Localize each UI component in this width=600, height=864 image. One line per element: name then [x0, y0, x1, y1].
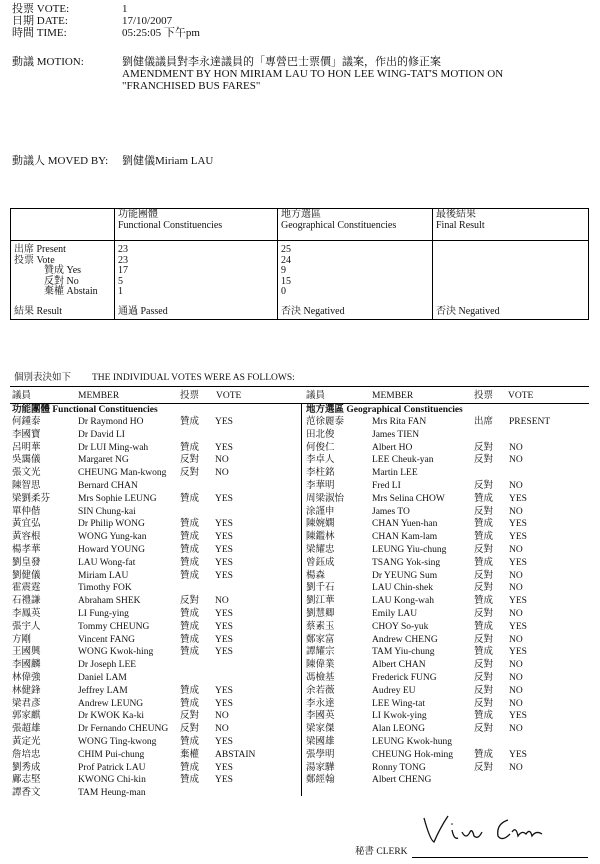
member-vote-en: YES [215, 532, 233, 543]
member-vote-zh: 反對 [474, 673, 494, 683]
member-name-en: CHEUNG Hok-ming [372, 749, 454, 760]
gc-header-zh: 地方選區 [281, 209, 321, 220]
row-no-fc: 5 [118, 275, 123, 287]
member-name-zh: 方剛 [12, 634, 32, 645]
member-vote-en: NO [215, 724, 229, 735]
member-vote-en: NO [509, 762, 523, 773]
member-vote-en: NO [509, 673, 523, 683]
member-name-zh: 林健鋒 [12, 685, 41, 696]
member-name-zh: 鄭經翰 [306, 775, 335, 786]
member-name-zh: 王國興 [12, 647, 41, 658]
member-name-zh: 田北俊 [306, 429, 335, 440]
member-vote-zh: 反對 [180, 711, 200, 722]
member-name-zh: 呂明華 [12, 442, 41, 453]
member-vote-en: YES [215, 609, 233, 619]
member-vote-zh: 贊成 [474, 532, 494, 543]
member-name-zh: 霍震霆 [12, 583, 41, 594]
member-vote-zh: 贊成 [474, 621, 494, 632]
member-vote-en: NO [509, 455, 523, 466]
summary-table [10, 208, 589, 320]
member-vote-zh: 反對 [474, 634, 494, 645]
member-vote-en: NO [509, 685, 523, 696]
row-present-label: 出席 Present [14, 244, 66, 255]
member-name-en: Bernard CHAN [78, 481, 138, 491]
member-name-zh: 陳婉嫻 [306, 519, 335, 530]
member-name-en: Mrs Rita FAN [372, 417, 427, 427]
member-vote-en: NO [509, 545, 523, 555]
member-name-zh: 馮檢基 [306, 673, 335, 683]
member-name-en: Miriam LAU [78, 570, 129, 581]
member-name-zh: 林偉強 [12, 673, 41, 683]
member-vote-zh: 反對 [474, 442, 494, 453]
member-name-zh: 詹培忠 [12, 749, 41, 760]
member-name-en: LEE Cheuk-yan [372, 455, 434, 466]
row-result-gc: 否決 Negatived [281, 306, 345, 317]
member-vote-zh: 贊成 [180, 532, 200, 543]
member-vote-zh: 反對 [474, 455, 494, 466]
member-vote-en: NO [509, 583, 523, 594]
individual-heading-en: THE INDIVIDUAL VOTES WERE AS FOLLOWS: [92, 373, 295, 383]
member-name-en: LI Fung-ying [78, 609, 129, 619]
clerk-signature [418, 810, 558, 850]
member-name-zh: 劉健儀 [12, 570, 41, 581]
member-name-en: Dr KWOK Ka-ki [78, 711, 144, 722]
row-result-final: 否決 Negatived [436, 306, 500, 317]
member-vote-en: YES [509, 493, 527, 504]
member-name-en: Margaret NG [78, 455, 129, 466]
row-vote-label: 投票 Vote [14, 254, 55, 266]
member-vote-en: YES [215, 698, 233, 709]
member-name-en: Daniel LAM [78, 673, 127, 683]
member-name-zh: 涂謹申 [306, 506, 335, 517]
member-name-en: Emily LAU [372, 609, 418, 619]
member-vote-en: YES [215, 634, 233, 645]
moved-by-value: 劉健儀Miriam LAU [122, 155, 214, 167]
motion-english-line1: AMENDMENT BY HON MIRIAM LAU TO HON LEE WING-TAT'S MOTION ON [122, 68, 504, 80]
member-name-zh: 李國麟 [12, 660, 41, 671]
member-name-zh: 蔡素玉 [306, 621, 335, 632]
member-name-zh: 陳智思 [12, 481, 41, 491]
member-name-en: CHAN Yuen-han [372, 519, 438, 530]
member-vote-en: YES [215, 557, 233, 568]
final-header-zh: 最後結果 [436, 209, 476, 220]
member-name-en: Frederick FUNG [372, 673, 437, 683]
member-name-en: LEUNG Yiu-chung [372, 545, 447, 555]
member-name-en: Dr LUI Ming-wah [78, 442, 149, 453]
member-vote-zh: 贊成 [180, 557, 200, 568]
member-name-zh: 李國寶 [12, 429, 41, 440]
member-vote-zh: 贊成 [180, 647, 200, 658]
member-name-en: TSANG Yok-sing [372, 557, 441, 568]
member-name-zh: 湯家驊 [306, 762, 335, 773]
member-name-en: Prof Patrick LAU [78, 762, 146, 773]
member-name-zh: 梁國雄 [306, 737, 335, 747]
member-name-zh: 劉慧卿 [306, 609, 335, 619]
member-name-en: Ronny TONG [372, 762, 426, 773]
member-name-zh: 何俊仁 [306, 442, 335, 453]
member-vote-en: NO [509, 634, 523, 645]
member-vote-zh: 贊成 [180, 762, 200, 773]
member-vote-en: YES [215, 685, 233, 696]
date-label: 日期 DATE: [12, 15, 68, 27]
gc-section-heading: 地方選區 Geographical Constituencies [306, 405, 463, 415]
row-no-label: 反對 No [44, 275, 79, 287]
member-vote-en: NO [509, 481, 523, 491]
member-vote-zh: 反對 [180, 468, 200, 479]
row-present-fc: 23 [118, 244, 128, 255]
member-vote-zh: 反對 [180, 724, 200, 735]
member-vote-en: NO [509, 570, 523, 581]
member-name-en: KWONG Chi-kin [78, 775, 146, 786]
row-abstain-label: 棄權 Abstain [44, 286, 98, 297]
member-name-en: Dr YEUNG Sum [372, 570, 438, 581]
member-name-zh: 梁家傑 [306, 724, 335, 735]
member-name-en: Albert CHAN [372, 660, 426, 671]
member-name-zh: 李柱銘 [306, 468, 335, 479]
row-result-fc: 通過 Passed [118, 306, 168, 317]
fc-col-vote-en: VOTE [216, 391, 242, 401]
member-name-en: TAM Yiu-chung [372, 647, 435, 658]
member-name-en: WONG Kwok-hing [78, 647, 154, 658]
date-value: 17/10/2007 [122, 15, 173, 27]
member-name-en: Dr Philip WONG [78, 519, 145, 530]
gc-col-vote-en: VOTE [508, 391, 534, 401]
motion-english-line2: "FRANCHISED BUS FARES" [122, 80, 261, 92]
final-header-en: Final Result [436, 220, 485, 231]
member-vote-zh: 反對 [474, 609, 494, 619]
member-name-en: Jeffrey LAM [78, 685, 128, 696]
member-vote-en: NO [509, 698, 523, 709]
member-name-en: Mrs Sophie LEUNG [78, 493, 157, 504]
member-name-zh: 周梁淑怡 [306, 493, 345, 504]
member-name-zh: 張宇人 [12, 621, 41, 632]
member-vote-zh: 反對 [474, 545, 494, 555]
member-name-zh: 鄺志堅 [12, 775, 41, 786]
member-name-zh: 譚香文 [12, 788, 41, 799]
member-name-en: CHAN Kam-lam [372, 532, 438, 543]
member-vote-zh: 贊成 [180, 609, 200, 619]
member-name-zh: 黃容根 [12, 532, 41, 543]
motion-label: 動議 MOTION: [12, 56, 84, 68]
member-name-zh: 劉皇發 [12, 557, 41, 568]
member-vote-en: NO [509, 609, 523, 619]
member-name-en: SIN Chung-kai [78, 506, 136, 517]
clerk-label: 秘書 CLERK [355, 847, 408, 857]
fc-header-en: Functional Constituencies [118, 220, 223, 231]
member-vote-zh: 反對 [474, 570, 494, 581]
row-yes-label: 贊成 Yes [44, 265, 82, 276]
member-vote-en: YES [509, 711, 527, 722]
member-name-zh: 劉秀成 [12, 762, 41, 773]
member-name-zh: 張超雄 [12, 724, 41, 735]
member-vote-zh: 反對 [474, 583, 494, 594]
member-vote-en: NO [509, 506, 523, 517]
member-name-zh: 黃定光 [12, 737, 41, 747]
member-name-zh: 吳靄儀 [12, 455, 41, 466]
vote-number-value: 1 [122, 3, 128, 15]
member-name-en: CHEUNG Man-kwong [78, 468, 167, 479]
member-vote-zh: 贊成 [474, 749, 494, 760]
time-value: 05:25:05 下午pm [122, 27, 200, 39]
member-vote-zh: 贊成 [180, 493, 200, 504]
member-vote-zh: 贊成 [180, 442, 200, 453]
fc-col-member-zh: 議員 [12, 391, 32, 401]
fc-header-zh: 功能團體 [118, 209, 158, 220]
gc-col-member-en: MEMBER [372, 391, 414, 401]
member-vote-zh: 贊成 [180, 737, 200, 747]
member-vote-zh: 贊成 [180, 698, 200, 709]
member-vote-en: YES [509, 596, 527, 607]
member-name-zh: 陳鑑林 [306, 532, 335, 543]
member-name-zh: 石禮謙 [12, 596, 41, 607]
row-no-gc: 15 [281, 275, 291, 287]
member-name-zh: 張學明 [306, 749, 335, 760]
member-vote-en: NO [215, 455, 229, 466]
member-vote-zh: 反對 [474, 481, 494, 491]
member-vote-zh: 贊成 [180, 634, 200, 645]
row-abstain-fc: 1 [118, 286, 123, 297]
member-vote-zh: 反對 [474, 685, 494, 696]
member-name-zh: 李鳳英 [12, 609, 41, 619]
member-vote-en: YES [215, 417, 233, 427]
member-name-en: Fred LI [372, 481, 401, 491]
member-name-en: Albert CHENG [372, 775, 432, 786]
member-vote-en: YES [215, 737, 233, 747]
member-vote-zh: 贊成 [474, 647, 494, 658]
member-name-en: Dr Fernando CHEUNG [78, 724, 169, 735]
member-vote-zh: 出席 [474, 417, 494, 427]
member-name-zh: 單仲偕 [12, 506, 41, 517]
member-name-zh: 郭家麒 [12, 711, 41, 722]
member-vote-en: YES [215, 570, 233, 581]
member-vote-en: ABSTAIN [215, 749, 256, 760]
member-vote-zh: 贊成 [180, 545, 200, 555]
gc-col-vote-zh: 投票 [474, 391, 494, 401]
member-vote-en: YES [215, 493, 233, 504]
row-vote-gc: 24 [281, 254, 291, 266]
member-vote-zh: 反對 [474, 762, 494, 773]
member-vote-en: YES [509, 647, 527, 658]
member-vote-en: YES [509, 749, 527, 760]
member-name-en: Mrs Selina CHOW [372, 493, 445, 504]
vote-number-label: 投票 VOTE: [12, 3, 70, 15]
member-vote-en: YES [215, 621, 233, 632]
member-name-en: Timothy FOK [78, 583, 132, 594]
member-name-zh: 李華明 [306, 481, 335, 491]
member-name-en: WONG Ting-kwong [78, 737, 157, 747]
member-name-zh: 陳偉業 [306, 660, 335, 671]
member-name-zh: 何鍾泰 [12, 417, 41, 427]
member-name-zh: 梁劉柔芬 [12, 493, 51, 504]
member-vote-en: NO [215, 711, 229, 722]
member-vote-zh: 棄權 [180, 749, 200, 760]
row-yes-gc: 9 [281, 265, 286, 276]
member-vote-en: YES [215, 442, 233, 453]
member-name-zh: 梁耀忠 [306, 545, 335, 555]
member-name-en: James TO [372, 506, 410, 517]
row-vote-fc: 23 [118, 254, 128, 266]
member-vote-en: YES [509, 519, 527, 530]
member-name-zh: 梁君彥 [12, 698, 41, 709]
member-name-en: Dr Joseph LEE [78, 660, 137, 671]
member-vote-en: YES [509, 532, 527, 543]
row-present-gc: 25 [281, 244, 291, 255]
member-name-zh: 劉江華 [306, 596, 335, 607]
member-name-zh: 范徐麗泰 [306, 417, 345, 427]
member-name-en: Andrew CHENG [372, 634, 438, 645]
member-vote-zh: 贊成 [180, 775, 200, 786]
member-vote-en: PRESENT [509, 417, 551, 427]
member-name-en: Martin LEE [372, 468, 418, 479]
time-label: 時間 TIME: [12, 27, 67, 39]
member-name-en: Alan LEONG [372, 724, 426, 735]
member-name-en: LEUNG Kwok-hung [372, 737, 452, 747]
gc-col-member-zh: 議員 [306, 391, 326, 401]
member-name-zh: 鄭家富 [306, 634, 335, 645]
member-vote-zh: 反對 [474, 660, 494, 671]
member-vote-zh: 贊成 [474, 493, 494, 504]
member-name-zh: 余若薇 [306, 685, 335, 696]
member-name-zh: 譚耀宗 [306, 647, 335, 658]
member-name-zh: 劉千石 [306, 583, 335, 594]
member-name-zh: 李國英 [306, 711, 335, 722]
member-vote-zh: 贊成 [180, 685, 200, 696]
member-name-zh: 張文光 [12, 468, 41, 479]
member-vote-zh: 贊成 [180, 417, 200, 427]
member-vote-zh: 反對 [474, 506, 494, 517]
member-name-en: Albert HO [372, 442, 413, 453]
member-vote-zh: 贊成 [180, 570, 200, 581]
member-vote-en: NO [215, 468, 229, 479]
member-name-en: LEE Wing-tat [372, 698, 425, 709]
member-vote-en: YES [509, 621, 527, 632]
member-vote-zh: 贊成 [474, 557, 494, 568]
member-name-en: Tommy CHEUNG [78, 621, 150, 632]
member-vote-zh: 贊成 [180, 621, 200, 632]
member-name-zh: 楊孝華 [12, 545, 41, 555]
row-result-label: 結果 Result [14, 306, 63, 317]
member-name-zh: 楊森 [306, 570, 326, 581]
member-vote-en: YES [215, 519, 233, 530]
member-name-zh: 李永達 [306, 698, 335, 709]
member-vote-en: YES [509, 557, 527, 568]
row-yes-fc: 17 [118, 265, 128, 276]
member-name-en: Vincent FANG [78, 634, 136, 645]
member-vote-zh: 反對 [180, 455, 200, 466]
member-name-en: WONG Yung-kan [78, 532, 147, 543]
member-vote-zh: 反對 [474, 698, 494, 709]
member-vote-en: YES [215, 647, 233, 658]
member-name-en: CHOY So-yuk [372, 621, 429, 632]
row-abstain-gc: 0 [281, 286, 286, 297]
individual-heading-zh: 個別表決如下 [14, 373, 72, 383]
member-vote-zh: 贊成 [474, 596, 494, 607]
member-name-en: CHIM Pui-chung [78, 749, 145, 760]
member-name-en: Dr Raymond HO [78, 417, 144, 427]
member-name-en: LI Kwok-ying [372, 711, 427, 722]
member-vote-zh: 贊成 [474, 519, 494, 530]
member-name-zh: 李卓人 [306, 455, 335, 466]
member-vote-en: YES [215, 545, 233, 555]
fc-col-vote-zh: 投票 [180, 391, 200, 401]
member-name-en: LAU Kong-wah [372, 596, 435, 607]
member-name-zh: 曾鈺成 [306, 557, 335, 568]
member-vote-zh: 贊成 [474, 711, 494, 722]
gc-header-en: Geographical Constituencies [281, 220, 397, 231]
member-vote-en: NO [509, 660, 523, 671]
member-name-en: Dr David LI [78, 429, 125, 440]
member-name-en: Abraham SHEK [78, 596, 141, 607]
member-vote-zh: 贊成 [180, 519, 200, 530]
motion-chinese: 劉健儀議員對李永達議員的「專營巴士票價」議案，作出的修正案 [122, 56, 441, 68]
member-name-en: James TIEN [372, 429, 420, 440]
fc-col-member-en: MEMBER [78, 391, 120, 401]
member-name-en: LAU Chin-shek [372, 583, 433, 594]
member-vote-zh: 反對 [474, 724, 494, 735]
member-vote-zh: 反對 [180, 596, 200, 607]
member-vote-en: NO [509, 724, 523, 735]
member-vote-en: YES [215, 762, 233, 773]
member-name-en: TAM Heung-man [78, 788, 146, 799]
moved-by-label: 動議人 MOVED BY: [12, 155, 109, 167]
member-name-en: Andrew LEUNG [78, 698, 144, 709]
member-vote-en: YES [215, 775, 233, 786]
member-vote-en: NO [215, 596, 229, 607]
member-name-en: Howard YOUNG [78, 545, 145, 555]
member-name-zh: 黃宜弘 [12, 519, 41, 530]
member-vote-en: NO [509, 442, 523, 453]
member-name-en: Audrey EU [372, 685, 416, 696]
member-name-en: LAU Wong-fat [78, 557, 136, 568]
fc-section-heading: 功能團體 Functional Constituencies [12, 405, 158, 415]
